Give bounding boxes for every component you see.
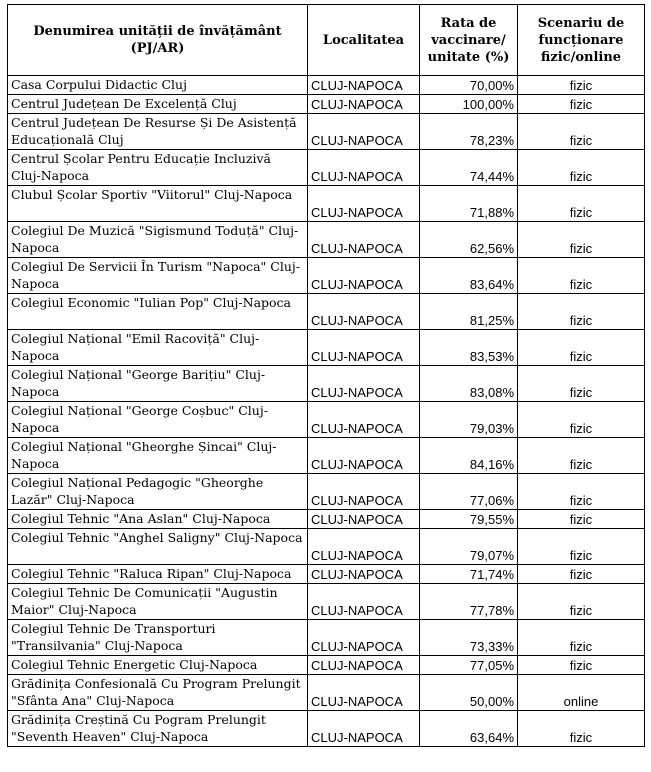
rate-cell: 79,03%: [420, 402, 518, 438]
scenario-cell: online: [518, 675, 645, 711]
unit-name-cell: Grădinița Confesională Cu Program Prelungit "Sfânta Ana" Cluj-Napoca: [8, 675, 308, 711]
table-row: [8, 76, 645, 95]
location-cell: CLUJ-NAPOCA: [308, 114, 420, 150]
rate-cell: 81,25%: [420, 294, 518, 330]
location-cell: CLUJ-NAPOCA: [308, 584, 420, 620]
rate-cell: 100,00%: [420, 95, 518, 114]
scenario-cell: fizic: [518, 114, 645, 150]
scenario-cell: fizic: [518, 438, 645, 474]
scenario-cell: fizic: [518, 529, 645, 565]
location-cell: CLUJ-NAPOCA: [308, 620, 420, 656]
rate-cell: 74,44%: [420, 150, 518, 186]
unit-name-cell: Centrul Școlar Pentru Educație Incluzivă Cluj-Napoca: [8, 150, 308, 186]
scenario-cell: fizic: [518, 474, 645, 510]
unit-name-cell: Colegiul Tehnic "Anghel Saligny" Cluj-Napoca: [8, 529, 308, 565]
table-row: [8, 711, 645, 747]
table-row: [8, 438, 645, 474]
table-row: [8, 474, 645, 510]
rate-cell: 77,78%: [420, 584, 518, 620]
table-row: [8, 95, 645, 114]
scenario-cell: fizic: [518, 150, 645, 186]
table-row: [8, 330, 645, 366]
table-row: [8, 620, 645, 656]
rate-cell: 83,53%: [420, 330, 518, 366]
unit-name-cell: Colegiul Național "Emil Racoviță" Cluj-Napoca: [8, 330, 308, 366]
rate-cell: 83,08%: [420, 366, 518, 402]
rate-cell: 79,55%: [420, 510, 518, 529]
table-row: [8, 114, 645, 150]
unit-name-cell: Colegiul Național Pedagogic "Gheorghe Lazăr" Cluj-Napoca: [8, 474, 308, 510]
scenario-cell: fizic: [518, 402, 645, 438]
unit-name-cell: Casa Corpului Didactic Cluj: [8, 76, 308, 95]
rate-cell: 83,64%: [420, 258, 518, 294]
location-cell: CLUJ-NAPOCA: [308, 656, 420, 675]
location-cell: CLUJ-NAPOCA: [308, 438, 420, 474]
unit-name-cell: Colegiul Național "George Barițiu" Cluj-Napoca: [8, 366, 308, 402]
table-row: [8, 565, 645, 584]
unit-name-cell: Colegiul Tehnic Energetic Cluj-Napoca: [8, 656, 308, 675]
unit-name-cell: Colegiul Economic "Iulian Pop" Cluj-Napoca: [8, 294, 308, 330]
location-cell: CLUJ-NAPOCA: [308, 294, 420, 330]
scenario-cell: fizic: [518, 76, 645, 95]
location-cell: CLUJ-NAPOCA: [308, 711, 420, 747]
scenario-cell: fizic: [518, 510, 645, 529]
header-location: Localitatea: [308, 5, 420, 76]
scenario-cell: fizic: [518, 565, 645, 584]
rate-cell: 77,06%: [420, 474, 518, 510]
scenario-cell: fizic: [518, 258, 645, 294]
table-row: [8, 150, 645, 186]
rate-cell: 71,88%: [420, 186, 518, 222]
table-row: [8, 510, 645, 529]
scenario-cell: fizic: [518, 366, 645, 402]
location-cell: CLUJ-NAPOCA: [308, 222, 420, 258]
location-cell: CLUJ-NAPOCA: [308, 76, 420, 95]
rate-cell: 70,00%: [420, 76, 518, 95]
rate-cell: 63,64%: [420, 711, 518, 747]
scenario-cell: fizic: [518, 656, 645, 675]
scenario-cell: fizic: [518, 222, 645, 258]
location-cell: CLUJ-NAPOCA: [308, 258, 420, 294]
header-unit-name: Denumirea unității de învățământ (PJ/AR): [8, 5, 308, 76]
unit-name-cell: Colegiul Tehnic De Comunicații "Augustin Maior" Cluj-Napoca: [8, 584, 308, 620]
table-row: [8, 222, 645, 258]
unit-name-cell: Colegiul De Muzică "Sigismund Toduță" Cluj-Napoca: [8, 222, 308, 258]
vaccination-table: [7, 4, 645, 747]
scenario-cell: fizic: [518, 584, 645, 620]
unit-name-cell: Centrul Județean De Excelență Cluj: [8, 95, 308, 114]
rate-cell: 71,74%: [420, 565, 518, 584]
location-cell: CLUJ-NAPOCA: [308, 474, 420, 510]
unit-name-cell: Colegiul De Servicii În Turism "Napoca" Cluj-Napoca: [8, 258, 308, 294]
table-row: [8, 258, 645, 294]
scenario-cell: fizic: [518, 620, 645, 656]
unit-name-cell: Colegiul Național "Gheorghe Șincai" Cluj-Napoca: [8, 438, 308, 474]
location-cell: CLUJ-NAPOCA: [308, 565, 420, 584]
rate-cell: 77,05%: [420, 656, 518, 675]
location-cell: CLUJ-NAPOCA: [308, 150, 420, 186]
table-row: [8, 656, 645, 675]
table-row: [8, 675, 645, 711]
location-cell: CLUJ-NAPOCA: [308, 529, 420, 565]
rate-cell: 62,56%: [420, 222, 518, 258]
location-cell: CLUJ-NAPOCA: [308, 186, 420, 222]
location-cell: CLUJ-NAPOCA: [308, 330, 420, 366]
scenario-cell: fizic: [518, 711, 645, 747]
scenario-cell: fizic: [518, 294, 645, 330]
location-cell: CLUJ-NAPOCA: [308, 510, 420, 529]
location-cell: CLUJ-NAPOCA: [308, 675, 420, 711]
table-row: [8, 186, 645, 222]
unit-name-cell: Clubul Școlar Sportiv "Viitorul" Cluj-Napoca: [8, 186, 308, 222]
document: [7, 4, 645, 747]
table-row: [8, 294, 645, 330]
location-cell: CLUJ-NAPOCA: [308, 95, 420, 114]
scenario-cell: fizic: [518, 95, 645, 114]
header-vaccination-rate: Rata de vaccinare/ unitate (%): [420, 5, 518, 76]
scenario-cell: fizic: [518, 186, 645, 222]
header-scenario: Scenariu de funcționare fizic/online: [518, 5, 645, 76]
table-row: [8, 529, 645, 565]
location-cell: CLUJ-NAPOCA: [308, 366, 420, 402]
header-row: [8, 5, 645, 76]
unit-name-cell: Grădinița Creștină Cu Pogram Prelungit "Seventh Heaven" Cluj-Napoca: [8, 711, 308, 747]
table-body: [8, 76, 645, 747]
table-row: [8, 584, 645, 620]
rate-cell: 79,07%: [420, 529, 518, 565]
rate-cell: 84,16%: [420, 438, 518, 474]
rate-cell: 78,23%: [420, 114, 518, 150]
table-row: [8, 366, 645, 402]
unit-name-cell: Centrul Județean De Resurse Și De Asistență Educațională Cluj: [8, 114, 308, 150]
unit-name-cell: Colegiul Tehnic "Ana Aslan" Cluj-Napoca: [8, 510, 308, 529]
table-row: [8, 402, 645, 438]
rate-cell: 50,00%: [420, 675, 518, 711]
unit-name-cell: Colegiul Național "George Coșbuc" Cluj-Napoca: [8, 402, 308, 438]
location-cell: CLUJ-NAPOCA: [308, 402, 420, 438]
unit-name-cell: Colegiul Tehnic De Transporturi "Transilvania" Cluj-Napoca: [8, 620, 308, 656]
unit-name-cell: Colegiul Tehnic "Raluca Ripan" Cluj-Napoca: [8, 565, 308, 584]
scenario-cell: fizic: [518, 330, 645, 366]
rate-cell: 73,33%: [420, 620, 518, 656]
